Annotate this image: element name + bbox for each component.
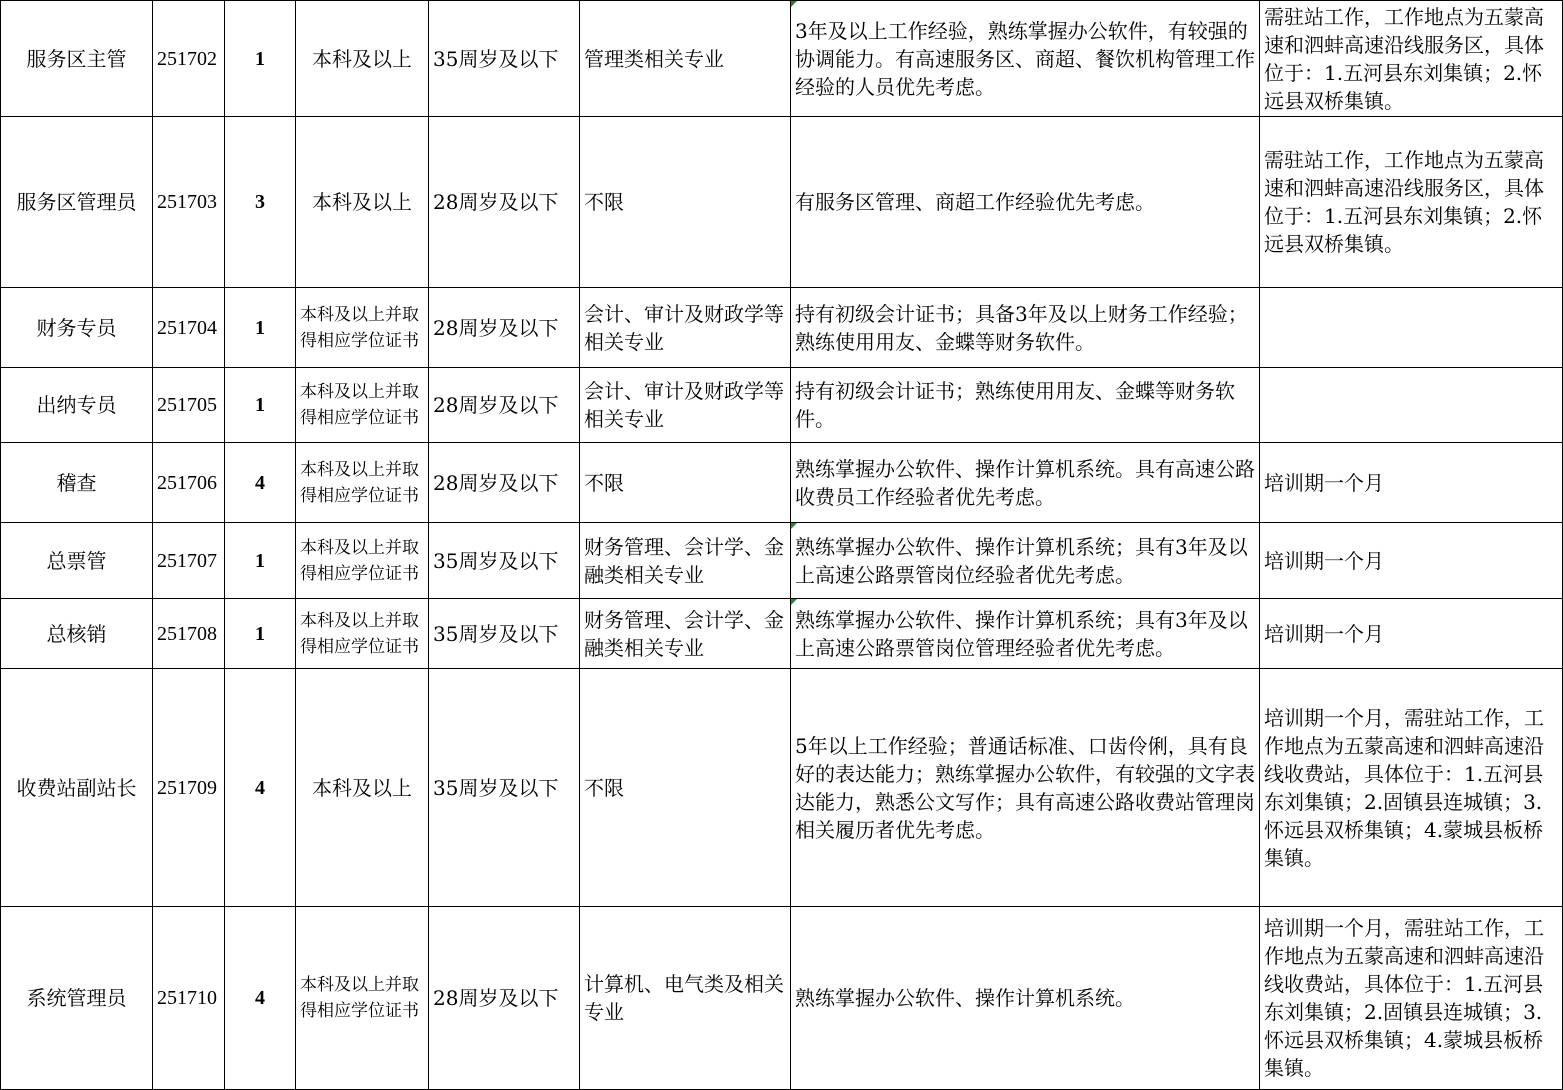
position-name-cell [1, 599, 153, 669]
position-name-text: 服务区主管 [26, 46, 127, 71]
table-row [1, 1, 1563, 117]
table-body [1, 1, 1563, 1090]
position-code-cell [153, 523, 225, 599]
major-text: 财务管理、会计学、金融类相关专业 [584, 534, 784, 587]
requirements-cell [791, 669, 1260, 907]
headcount-text: 4 [255, 471, 265, 494]
education-text: 本科及以上并取得相应学位证书 [300, 975, 419, 1021]
table-row [1, 443, 1563, 523]
position-name-text: 系统管理员 [26, 986, 127, 1010]
position-code-text: 251708 [157, 622, 217, 645]
position-code-cell [153, 599, 225, 669]
notes-text: 培训期一个月，需驻站工作，工作地点为五蒙高速和泗蚌高速沿线收费站，具体位于：1.五河县东刘集镇；2.固镇县连城镇；3.怀远县双桥集镇；4.蒙城县板桥集镇。 [1264, 916, 1544, 1080]
education-cell [296, 907, 429, 1090]
requirements-cell [791, 117, 1260, 288]
major-cell [580, 523, 791, 599]
position-code-cell [153, 669, 225, 907]
requirements-text: 熟练掌握办公软件、操作计算机系统。具有高速公路收费员工作经验者优先考虑。 [795, 456, 1255, 509]
age-limit-text: 28周岁及以下 [433, 190, 559, 214]
age-limit-text: 35周岁及以下 [433, 621, 559, 646]
education-cell [296, 599, 429, 669]
position-code-cell [153, 288, 225, 368]
position-name-cell [1, 368, 153, 443]
education-text: 本科及以上 [312, 190, 412, 214]
age-limit-cell [429, 907, 580, 1090]
education-cell [296, 443, 429, 523]
table-row [1, 368, 1563, 443]
major-text: 不限 [584, 775, 624, 800]
headcount-cell [225, 523, 296, 599]
education-text: 本科及以上 [312, 775, 412, 800]
age-limit-text: 28周岁及以下 [433, 470, 559, 495]
headcount-cell [225, 288, 296, 368]
headcount-text: 3 [255, 191, 265, 213]
notes-text: 需驻站工作，工作地点为五蒙高速和泗蚌高速沿线服务区，具体位于：1.五河县东刘集镇；2.怀远县双桥集镇。 [1264, 4, 1544, 113]
major-cell [580, 117, 791, 288]
age-limit-text: 35周岁及以下 [433, 46, 559, 71]
position-code-text: 251702 [157, 47, 217, 70]
notes-text: 培训期一个月 [1264, 621, 1384, 646]
notes-cell [1260, 907, 1563, 1090]
position-name-cell [1, 669, 153, 907]
requirements-cell [791, 368, 1260, 443]
position-code-cell [153, 907, 225, 1090]
headcount-text: 1 [255, 549, 265, 572]
headcount-cell [225, 599, 296, 669]
position-name-cell [1, 288, 153, 368]
notes-cell [1260, 599, 1563, 669]
headcount-cell [225, 368, 296, 443]
headcount-text: 1 [255, 316, 265, 339]
education-text: 本科及以上并取得相应学位证书 [300, 537, 419, 584]
notes-text: 培训期一个月，需驻站工作，工作地点为五蒙高速和泗蚌高速沿线收费站，具体位于：1.五河县东刘集镇；2.固镇县连城镇；3.怀远县双桥集镇；4.蒙城县板桥集镇。 [1264, 705, 1544, 870]
table-row [1, 117, 1563, 288]
headcount-text: 4 [255, 776, 265, 799]
major-cell [580, 907, 791, 1090]
major-cell [580, 443, 791, 523]
age-limit-cell [429, 523, 580, 599]
major-text: 财务管理、会计学、金融类相关专业 [584, 607, 784, 660]
age-limit-text: 35周岁及以下 [433, 775, 559, 800]
notes-cell [1260, 443, 1563, 523]
education-cell [296, 117, 429, 288]
headcount-cell [225, 117, 296, 288]
education-cell [296, 523, 429, 599]
major-text: 管理类相关专业 [584, 46, 724, 71]
age-limit-cell [429, 443, 580, 523]
table-row [1, 599, 1563, 669]
major-cell [580, 599, 791, 669]
position-code-text: 251703 [157, 191, 217, 213]
requirements-text: 3年及以上工作经验，熟练掌握办公软件，有较强的协调能力。有高速服务区、商超、餐饮机构管理工作经验的人员优先考虑。 [795, 18, 1255, 99]
major-text: 不限 [584, 190, 624, 214]
table-row [1, 669, 1563, 907]
position-code-text: 251705 [157, 394, 217, 416]
notes-cell [1260, 669, 1563, 907]
position-name-cell [1, 1, 153, 117]
position-name-text: 服务区管理员 [16, 190, 137, 214]
major-cell [580, 1, 791, 117]
table-row [1, 523, 1563, 599]
age-limit-text: 28周岁及以下 [433, 393, 559, 417]
major-text: 不限 [584, 470, 624, 495]
education-text: 本科及以上并取得相应学位证书 [300, 610, 419, 657]
major-text: 计算机、电气类及相关专业 [584, 972, 784, 1024]
requirements-cell [791, 907, 1260, 1090]
notes-cell [1260, 288, 1563, 368]
major-text: 会计、审计及财政学等相关专业 [584, 301, 784, 354]
headcount-cell [225, 1, 296, 117]
requirements-text: 有服务区管理、商超工作经验优先考虑。 [795, 190, 1155, 214]
headcount-text: 1 [255, 622, 265, 645]
education-text: 本科及以上并取得相应学位证书 [300, 382, 419, 428]
major-text: 会计、审计及财政学等相关专业 [584, 379, 784, 431]
comment-marker-icon [791, 523, 797, 529]
major-cell [580, 368, 791, 443]
position-name-cell [1, 443, 153, 523]
position-code-cell [153, 443, 225, 523]
position-name-text: 财务专员 [36, 315, 117, 340]
headcount-text: 4 [255, 987, 265, 1009]
position-code-text: 251707 [157, 549, 217, 572]
requirements-cell [791, 523, 1260, 599]
headcount-cell [225, 907, 296, 1090]
position-name-text: 收费站副站长 [16, 775, 137, 800]
position-code-text: 251706 [157, 471, 217, 494]
age-limit-cell [429, 669, 580, 907]
comment-marker-icon [791, 599, 797, 605]
education-cell [296, 1, 429, 117]
requirements-cell [791, 1, 1260, 117]
notes-cell [1260, 1, 1563, 117]
age-limit-text: 28周岁及以下 [433, 986, 559, 1010]
major-cell [580, 288, 791, 368]
table-row [1, 907, 1563, 1090]
age-limit-cell [429, 117, 580, 288]
notes-text: 培训期一个月 [1264, 548, 1384, 573]
comment-marker-icon [791, 1, 797, 7]
position-name-cell [1, 117, 153, 288]
position-name-cell [1, 523, 153, 599]
requirements-text: 熟练掌握办公软件、操作计算机系统；具有3年及以上高速公路票管岗位经验者优先考虑。 [795, 534, 1248, 587]
education-text: 本科及以上并取得相应学位证书 [300, 304, 419, 351]
notes-text: 培训期一个月 [1264, 470, 1384, 495]
education-cell [296, 669, 429, 907]
position-name-text: 稽查 [56, 470, 97, 495]
position-name-text: 总核销 [46, 621, 107, 646]
position-code-text: 251709 [157, 776, 217, 799]
age-limit-cell [429, 288, 580, 368]
notes-cell [1260, 523, 1563, 599]
position-code-cell [153, 117, 225, 288]
notes-text: 需驻站工作，工作地点为五蒙高速和泗蚌高速沿线服务区，具体位于：1.五河县东刘集镇；2.怀远县双桥集镇。 [1264, 148, 1544, 256]
requirements-text: 熟练掌握办公软件、操作计算机系统。 [795, 986, 1135, 1010]
education-cell [296, 288, 429, 368]
age-limit-text: 28周岁及以下 [433, 315, 559, 340]
notes-cell [1260, 368, 1563, 443]
requirements-text: 持有初级会计证书；具备3年及以上财务工作经验；熟练使用用友、金蝶等财务软件。 [795, 301, 1248, 354]
position-code-cell [153, 368, 225, 443]
requirements-cell [791, 288, 1260, 368]
age-limit-text: 35周岁及以下 [433, 548, 559, 573]
headcount-text: 1 [255, 47, 265, 70]
headcount-cell [225, 443, 296, 523]
position-name-text: 出纳专员 [36, 393, 117, 417]
notes-cell [1260, 117, 1563, 288]
requirements-cell [791, 443, 1260, 523]
headcount-text: 1 [255, 394, 265, 416]
requirements-text: 熟练掌握办公软件、操作计算机系统；具有3年及以上高速公路票管岗位管理经验者优先考虑。 [795, 607, 1248, 660]
age-limit-cell [429, 599, 580, 669]
age-limit-cell [429, 1, 580, 117]
requirements-text: 5年以上工作经验；普通话标准、口齿伶俐，具有良好的表达能力；熟练掌握办公软件，有较强的文字表达能力，熟悉公文写作；具有高速公路收费站管理岗相关履历者优先考虑。 [795, 733, 1255, 842]
requirements-text: 持有初级会计证书；熟练使用用友、金蝶等财务软件。 [795, 379, 1235, 431]
requirements-cell [791, 599, 1260, 669]
table-row [1, 288, 1563, 368]
position-code-text: 251704 [157, 316, 217, 339]
education-text: 本科及以上 [312, 46, 412, 71]
headcount-cell [225, 669, 296, 907]
education-text: 本科及以上并取得相应学位证书 [300, 459, 419, 506]
position-name-text: 总票管 [46, 548, 107, 573]
age-limit-cell [429, 368, 580, 443]
position-code-text: 251710 [157, 987, 217, 1009]
education-cell [296, 368, 429, 443]
position-name-cell [1, 907, 153, 1090]
major-cell [580, 669, 791, 907]
position-code-cell [153, 1, 225, 117]
